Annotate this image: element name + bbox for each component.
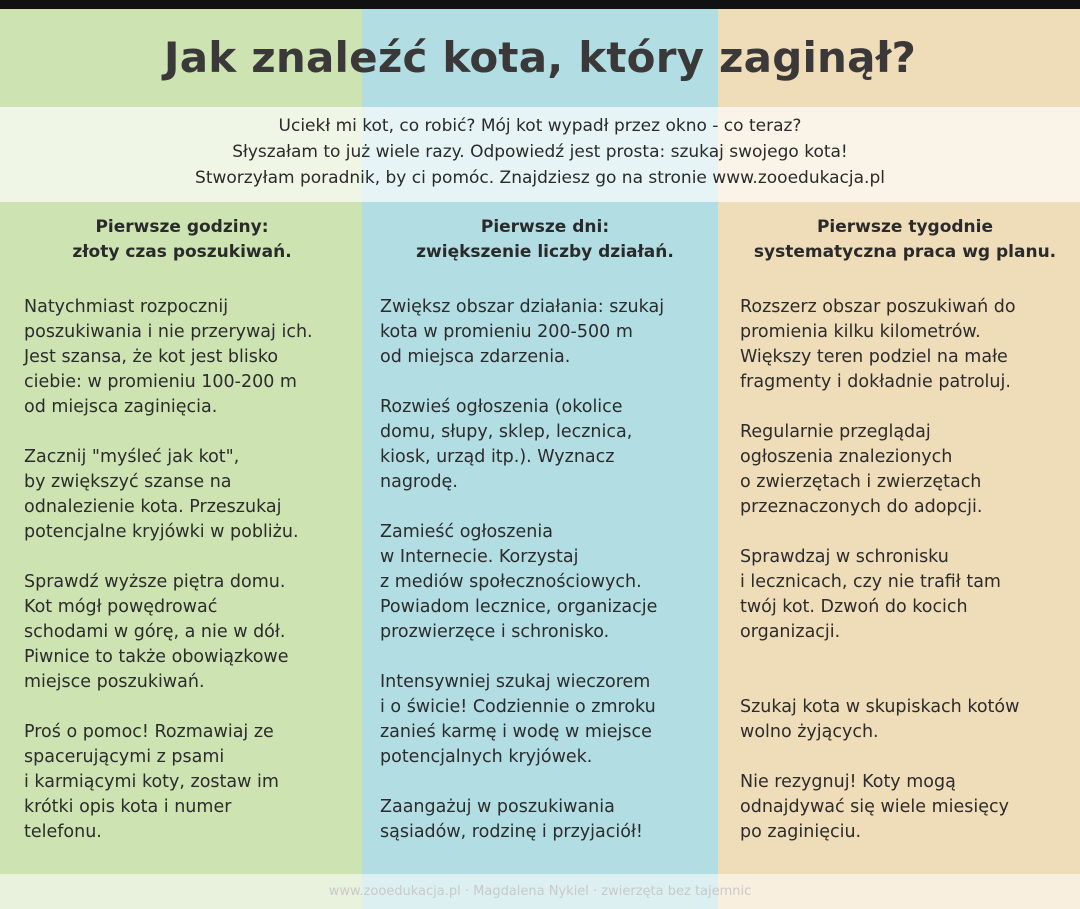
- tip-line: miejsce poszukiwań.: [24, 672, 205, 692]
- column-heading: [380, 215, 710, 295]
- tip-line: prozwierzęce i schronisko.: [380, 622, 610, 642]
- column-heading-line: systematyczna praca wg planu.: [753, 242, 1057, 262]
- tip-line: Sprawdzaj w schronisku: [740, 547, 949, 567]
- footer-credit: www.zooedukacja.pl · Magdalena Nykiel · zwierzęta bez tajemnic: [0, 874, 1080, 909]
- tip-line: Nie rezygnuj! Koty mogą: [740, 772, 956, 792]
- tip-paragraph: [24, 445, 354, 545]
- tip-line: spacerującymi z psami: [24, 747, 225, 767]
- tip-line: nagrodę.: [380, 472, 458, 492]
- tip-line: Natychmiast rozpocznij: [24, 297, 229, 317]
- tip-line: od miejsca zdarzenia.: [380, 347, 571, 367]
- tip-line: Proś o pomoc! Rozmawiaj ze: [24, 722, 274, 742]
- intro-line: Słyszałam to już wiele razy. Odpowiedź jest prosta: szukaj swojego kota!: [232, 142, 848, 162]
- column-heading-line: Pierwsze godziny:: [95, 217, 269, 237]
- tip-line: wolno żyjących.: [740, 722, 879, 742]
- tip-line: sąsiadów, rodzinę i przyjaciół!: [380, 822, 643, 842]
- tip-paragraph: [740, 695, 1070, 745]
- tip-line: Kot mógł powędrować: [24, 597, 218, 617]
- tip-line: i o świcie! Codziennie o zmroku: [380, 697, 656, 717]
- tip-line: promienia kilku kilometrów.: [740, 322, 981, 342]
- column-first-days: [380, 215, 710, 870]
- tip-line: zanieś karmę i wodę w miejsce: [380, 722, 652, 742]
- tip-line: Regularnie przeglądaj: [740, 422, 931, 442]
- tip-line: odnajdywać się wiele miesięcy: [740, 797, 1010, 817]
- tip-line: o zwierzętach i zwierzętach: [740, 472, 982, 492]
- tip-line: i lecznicach, czy nie trafił tam: [740, 572, 1001, 592]
- tip-paragraph: [740, 420, 1070, 520]
- tip-line: by zwiększyć szanse na: [24, 472, 232, 492]
- tip-paragraph: [740, 770, 1070, 845]
- intro-box: [0, 107, 1080, 202]
- tip-line: przeznaczonych do adopcji.: [740, 497, 983, 517]
- column-heading-line: Pierwsze dni:: [480, 217, 610, 237]
- tip-paragraph: [380, 395, 710, 495]
- tip-line: organizacji.: [740, 622, 841, 642]
- tip-line: Jest szansa, że kot jest blisko: [24, 347, 279, 367]
- tip-line: Intensywniej szukaj wieczorem: [380, 672, 651, 692]
- tip-paragraph: [380, 520, 710, 645]
- tip-paragraph: [380, 295, 710, 370]
- tip-paragraph: [740, 545, 1070, 645]
- tip-line: Piwnice to także obowiązkowe: [24, 647, 289, 667]
- tip-line: i karmiącymi koty, zostaw im: [24, 772, 279, 792]
- tip-line: twój kot. Dzwoń do kocich: [740, 597, 968, 617]
- poster-title: Jak znaleźć kota, który zaginął?: [163, 33, 917, 82]
- tip-line: poszukiwania i nie przerywaj ich.: [24, 322, 313, 342]
- tip-line: domu, słupy, sklep, lecznica,: [380, 422, 633, 442]
- intro-line: Uciekł mi kot, co robić? Mój kot wypadł przez okno - co teraz?: [278, 116, 802, 136]
- tip-line: Szukaj kota w skupiskach kotów: [740, 697, 1020, 717]
- tip-line: w Internecie. Korzystaj: [380, 547, 579, 567]
- intro-line: Stworzyłam poradnik, by ci pomóc. Znajdziesz go na stronie www.zooedukacja.pl: [195, 168, 885, 188]
- tip-line: potencjalne kryjówki w pobliżu.: [24, 522, 299, 542]
- column-first-hours: [24, 215, 354, 870]
- tip-line: Większy teren podziel na małe: [740, 347, 1008, 367]
- tip-line: kota w promieniu 200-500 m: [380, 322, 633, 342]
- tip-line: Rozszerz obszar poszukiwań do: [740, 297, 1016, 317]
- column-heading: [24, 215, 354, 295]
- tip-line: schodami w górę, a nie w dół.: [24, 622, 286, 642]
- tip-line: Zacznij "myśleć jak kot",: [24, 447, 240, 467]
- tip-paragraph: [24, 720, 354, 845]
- tip-line: z mediów społecznościowych.: [380, 572, 642, 592]
- tip-paragraph: [380, 795, 710, 845]
- tip-line: ogłoszenia znalezionych: [740, 447, 953, 467]
- tip-line: kiosk, urząd itp.). Wyznacz: [380, 447, 615, 467]
- tip-paragraph: [380, 670, 710, 770]
- column-heading-line: złoty czas poszukiwań.: [72, 242, 292, 262]
- infographic-poster: [0, 9, 1080, 909]
- tip-line: ciebie: w promieniu 100-200 m: [24, 372, 297, 392]
- tip-line: fragmenty i dokładnie patroluj.: [740, 372, 1011, 392]
- column-heading-line: zwiększenie liczby działań.: [416, 242, 674, 262]
- tip-line: Powiadom lecznice, organizacje: [380, 597, 658, 617]
- tip-line: telefonu.: [24, 822, 102, 842]
- tip-line: odnalezienie kota. Przeszukaj: [24, 497, 282, 517]
- tip-line: krótki opis kota i numer: [24, 797, 232, 817]
- tip-line: po zaginięciu.: [740, 822, 862, 842]
- column-heading: [740, 215, 1070, 295]
- tip-line: Zaangażuj w poszukiwania: [380, 797, 615, 817]
- tip-paragraph: [24, 570, 354, 695]
- column-heading-line: Pierwsze tygodnie: [816, 217, 994, 237]
- tip-line: Rozwieś ogłoszenia (okolice: [380, 397, 623, 417]
- tip-paragraph: [24, 295, 354, 420]
- tip-line: od miejsca zaginięcia.: [24, 397, 218, 417]
- column-first-weeks: [740, 215, 1070, 870]
- tip-line: potencjalnych kryjówek.: [380, 747, 593, 767]
- tip-paragraph: [740, 295, 1070, 395]
- tip-line: Sprawdź wyższe piętra domu.: [24, 572, 286, 592]
- tip-line: Zamieść ogłoszenia: [380, 522, 553, 542]
- tip-line: Zwiększ obszar działania: szukaj: [380, 297, 665, 317]
